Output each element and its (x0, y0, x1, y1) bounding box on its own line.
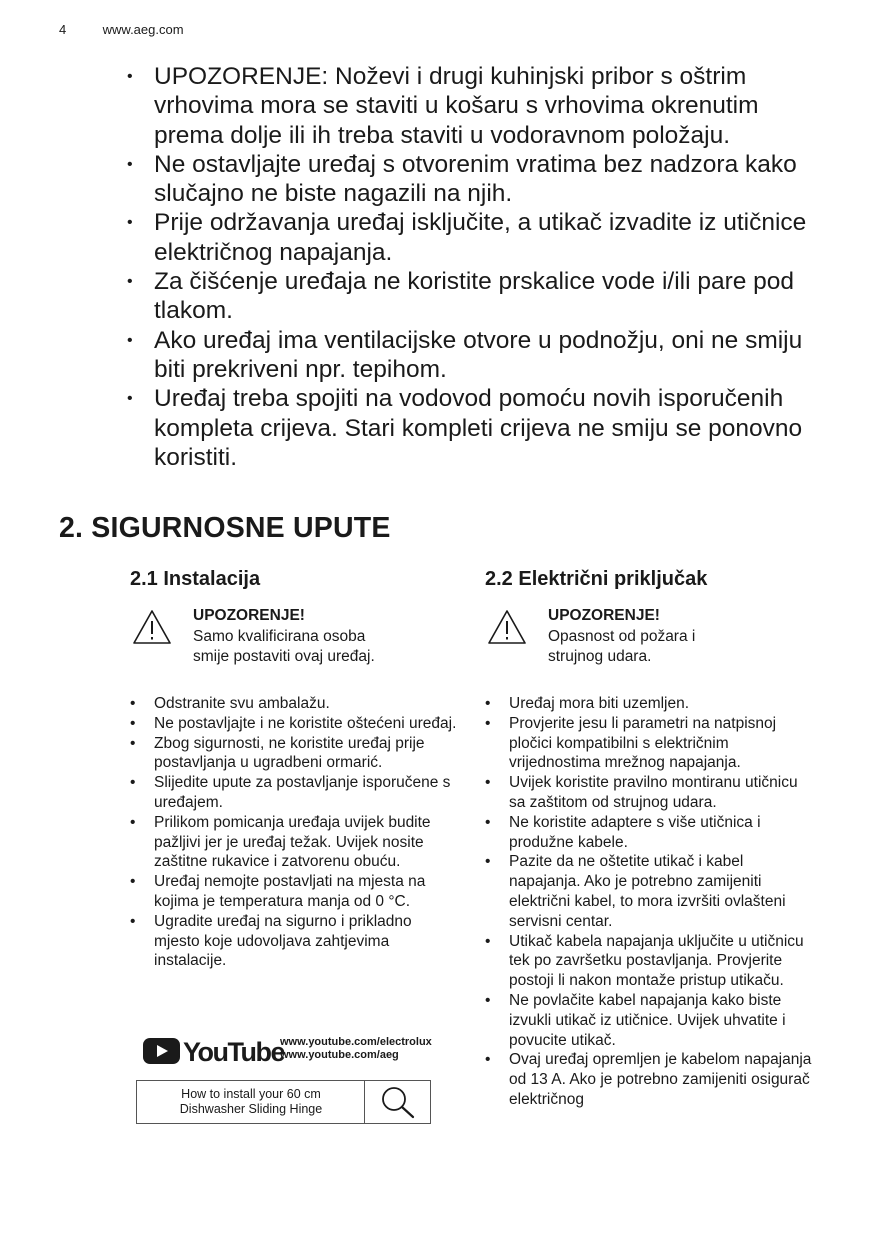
installation-warning (130, 606, 460, 672)
list-item: • Ne povlačite kabel napajanja kako biste izvukli utikač iz utičnice. Uvijek uhvatite i povucite utikač. (485, 991, 815, 1050)
page-number: 4 (59, 22, 67, 37)
youtube-block (143, 1036, 443, 1066)
electrical-title: 2.2 Električni priključak (485, 568, 708, 590)
list-item: • Za čišćenje uređaja ne koristite prskalice vode i/ili pare pod tlakom. (127, 267, 827, 326)
list-item: • Ne koristite adaptere s više utičnica i produžne kabele. (485, 813, 815, 853)
search-icon[interactable] (375, 1084, 423, 1120)
search-query (137, 1087, 365, 1116)
list-item: • Utikač kabela napajanja uključite u utičnicu tek po završetku postavljanja. Provjerite postoji li nakon montaže pristup utikaču. (485, 932, 815, 991)
warning-text (193, 606, 375, 668)
electrical-column (485, 566, 815, 1110)
warning-line: Opasnost od požara i (548, 627, 696, 645)
list-item: • Uređaj mora biti uzemljen. (485, 694, 815, 714)
list-item: • Uređaj treba spojiti na vodovod pomoću novih isporučenih kompleta crijeva. Stari kompleti crijeva ne smiju se ponovno koristiti. (127, 384, 827, 472)
section-title: 2. SIGURNOSNE UPUTE (59, 512, 391, 544)
warning-heading: UPOZORENJE! (548, 607, 660, 624)
search-query-line: Dishwasher Sliding Hinge (179, 1101, 323, 1116)
intro-bullet-list (127, 62, 827, 472)
youtube-urls (280, 1036, 432, 1062)
youtube-url-electrolux[interactable]: www.youtube.com/electrolux (280, 1036, 432, 1048)
list-item: • Prije održavanja uređaj isključite, a utikač izvadite iz utičnice električnog napajanja. (127, 208, 827, 267)
list-item: • Ne ostavljajte uređaj s otvorenim vratima bez nadzora kako slučajno ne biste nagazili na njih. (127, 150, 827, 209)
warning-line: strujnog udara. (548, 648, 652, 665)
warning-line: Samo kvalificirana osoba (193, 627, 366, 645)
list-item: • Pazite da ne oštetite utikač i kabel napajanja. Ako je potrebno zamijeniti električni kabel, to mora izvršiti ovlašteni servisni centar. (485, 852, 815, 931)
installation-column (130, 566, 460, 971)
search-query-line: How to install your 60 cm (181, 1087, 321, 1101)
list-item: • Ne postavljajte i ne koristite oštećeni uređaj. (130, 714, 460, 734)
warning-triangle-icon (487, 609, 527, 645)
list-item: • Odstranite svu ambalažu. (130, 694, 460, 714)
list-item: • Prilikom pomicanja uređaja uvijek budite pažljivi jer je uređaj težak. Uvijek nosite zaštitne rukavice i zatvorenu obuću. (130, 813, 460, 872)
header-url: www.aeg.com (102, 22, 184, 37)
list-item: • Slijedite upute za postavljanje isporučene s uređajem. (130, 773, 460, 813)
list-item: • UPOZORENJE: Noževi i drugi kuhinjski pribor s oštrim vrhovima mora se staviti u košaru s vrhovima okrenutim prema dolje ili ih treba staviti u vodoravnom položaju. (127, 62, 827, 150)
youtube-url-aeg[interactable]: www.youtube.com/aeg (280, 1049, 399, 1061)
list-item: • Ako uređaj ima ventilacijske otvore u podnožju, oni ne smiju biti prekriveni npr. tepihom. (127, 326, 827, 385)
warning-triangle-icon (132, 609, 172, 645)
list-item: • Uvijek koristite pravilno montiranu utičnicu sa zaštitom od strujnog udara. (485, 773, 815, 813)
warning-text (548, 606, 695, 668)
installation-bullet-list (130, 694, 460, 971)
warning-heading: UPOZORENJE! (193, 607, 305, 624)
youtube-logo-text: YouTube (183, 1037, 284, 1067)
electrical-bullet-list (485, 694, 815, 1110)
electrical-warning (485, 606, 815, 672)
youtube-logo-icon[interactable] (143, 1036, 284, 1067)
search-divider (364, 1081, 365, 1123)
list-item: • Provjerite jesu li parametri na natpisnoj pločici kompatibilni s električnim vrijednostima mrežnog napajanja. (485, 714, 815, 773)
list-item: • Ovaj uređaj opremljen je kabelom napajanja od 13 A. Ako je potrebno zamijeniti osigurač električnog (485, 1050, 815, 1109)
installation-title: 2.1 Instalacija (130, 568, 261, 590)
page-header (59, 22, 184, 37)
list-item: • Zbog sigurnosti, ne koristite uređaj prije postavljanja u ugradbeni ormarić. (130, 734, 460, 774)
list-item: • Uređaj nemojte postavljati na mjesta na kojima je temperatura manja od 0 °C. (130, 872, 460, 912)
warning-line: smije postaviti ovaj uređaj. (193, 648, 375, 665)
list-item: • Ugradite uređaj na sigurno i prikladno mjesto koje udovoljava zahtjevima instalacije. (130, 912, 460, 971)
video-search-box[interactable] (136, 1080, 431, 1124)
